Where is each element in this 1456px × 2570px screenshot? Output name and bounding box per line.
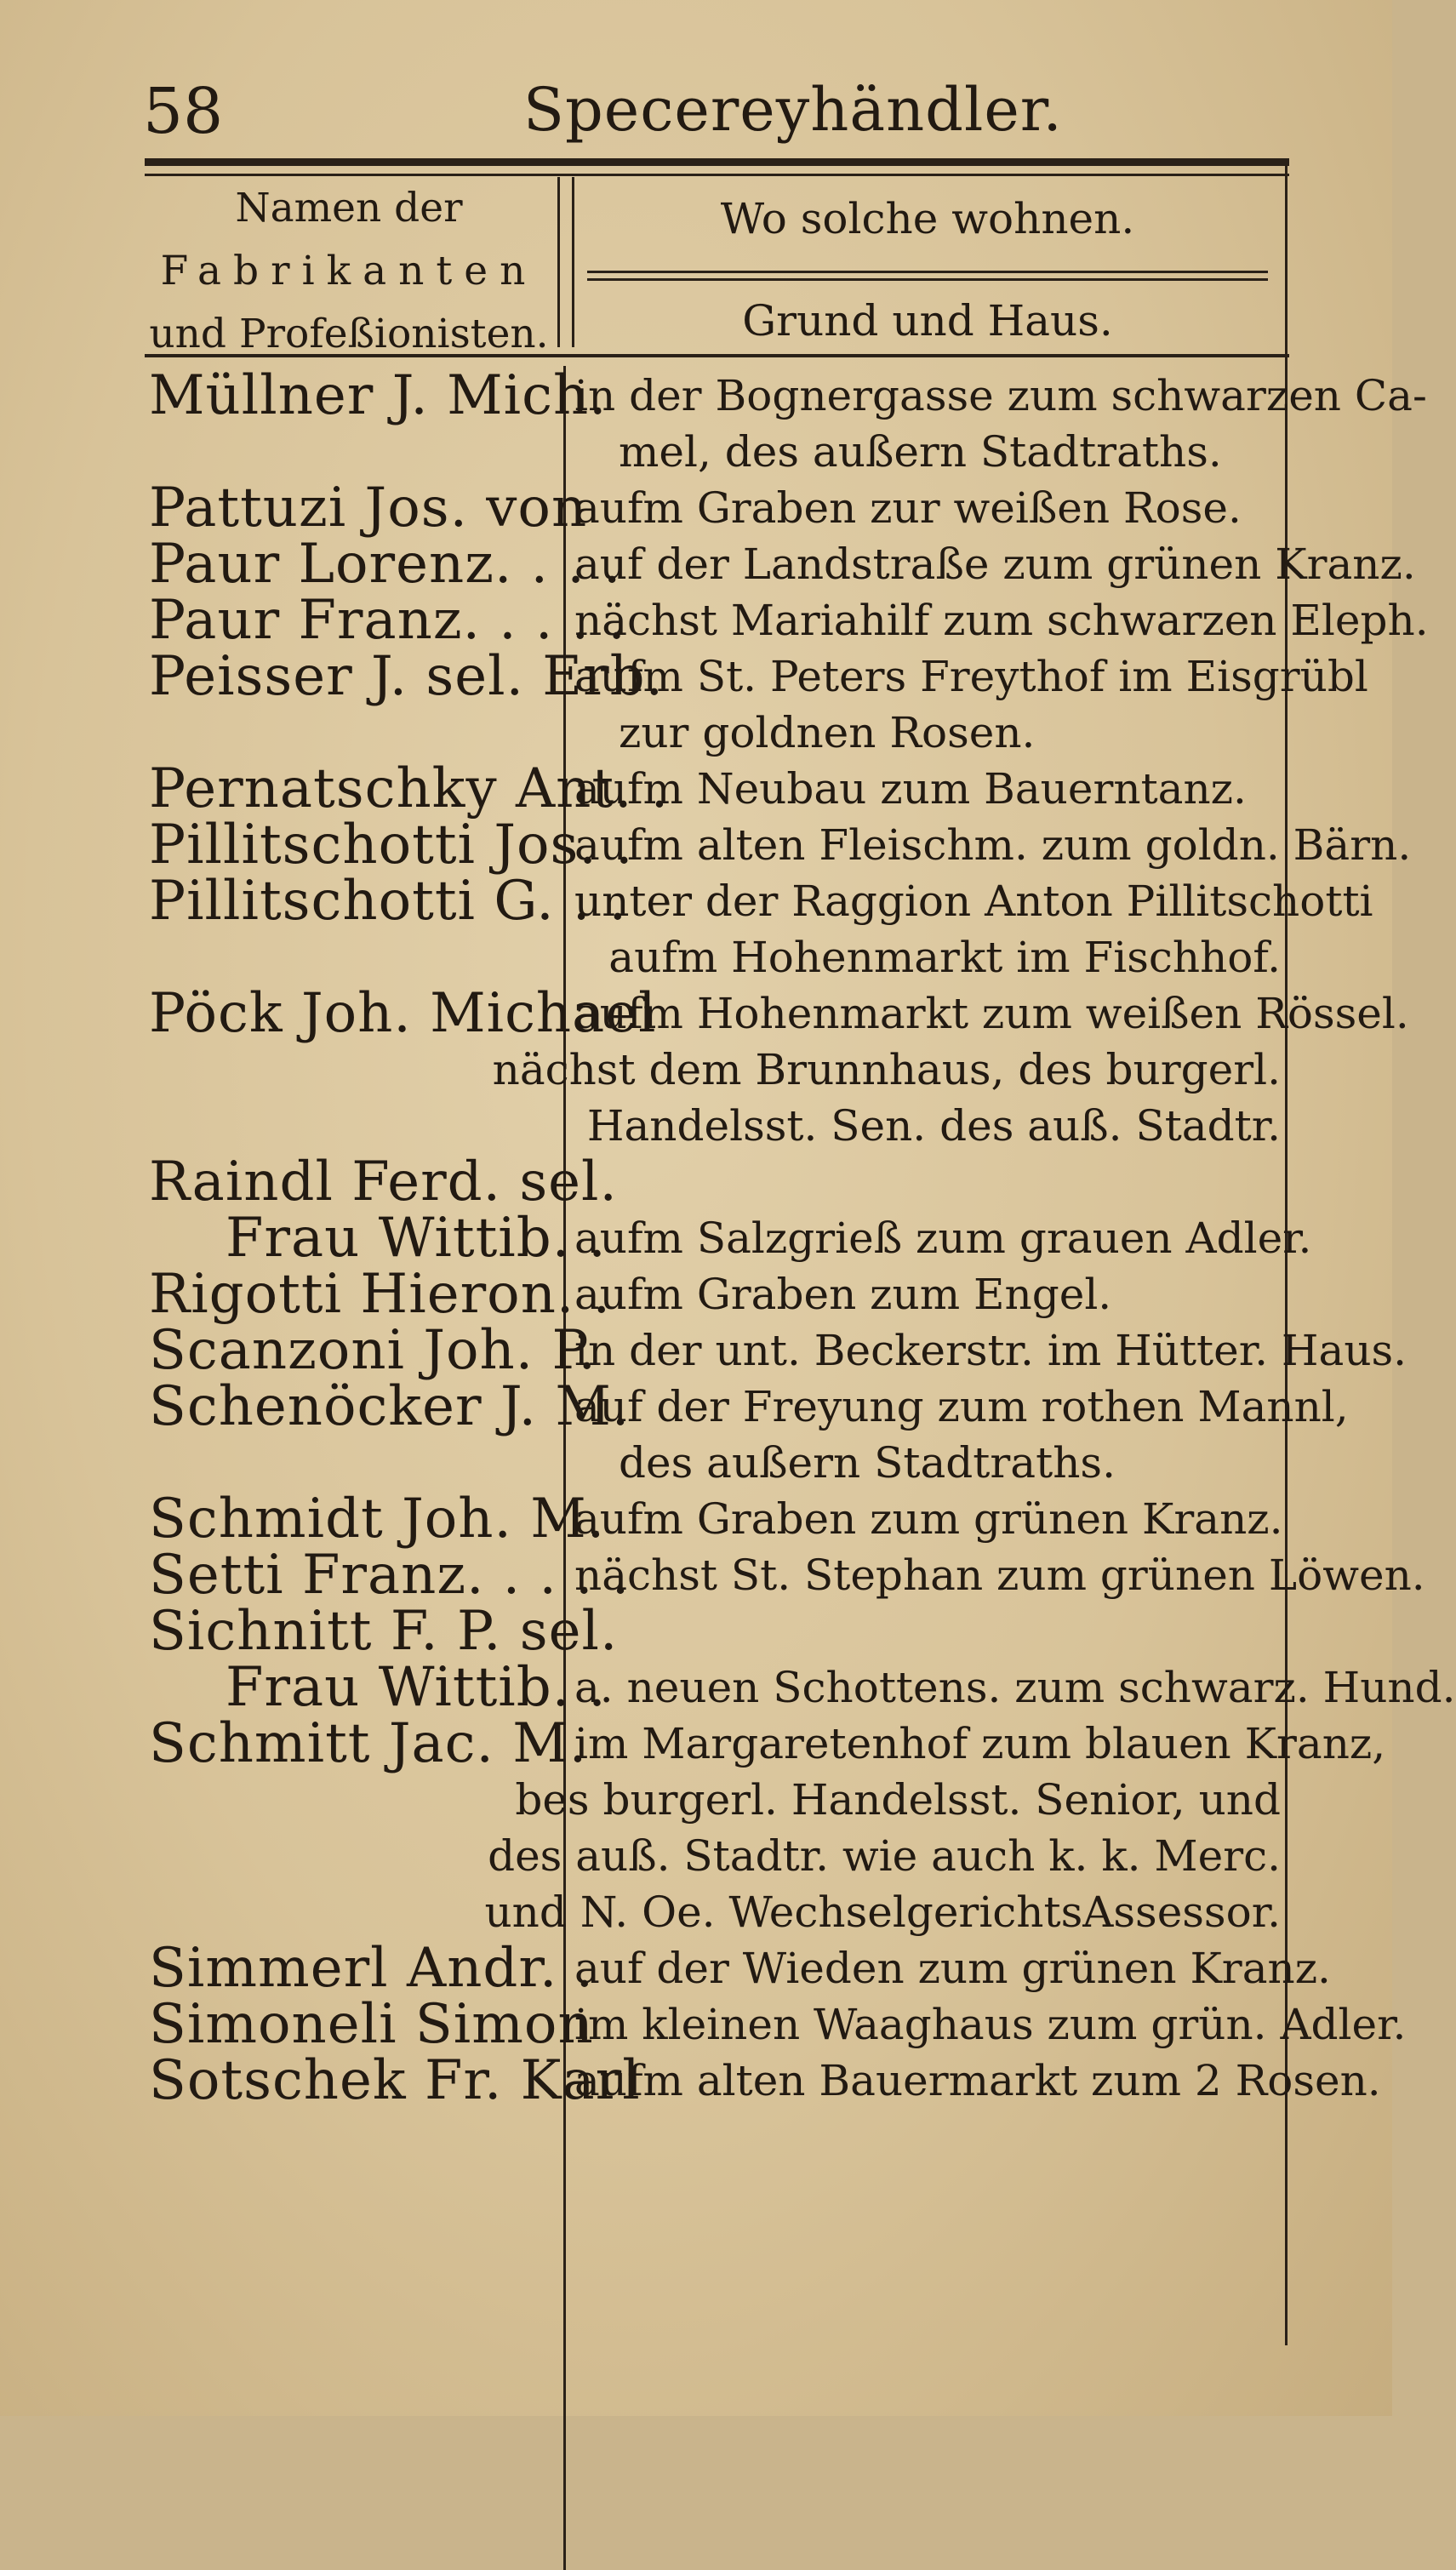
merchant-address: nächst Mariahilf zum schwarzen Eleph.: [574, 596, 1429, 645]
merchant-address: bes burgerl. Handelsst. Senior, und: [515, 1775, 1281, 1825]
column-header-names-line-2: Fabrikanten: [160, 248, 538, 294]
top-rule: [145, 158, 1289, 166]
table-row: [149, 1375, 1349, 1438]
merchant-address: und N. Oe. WechselgerichtsAssessor.: [484, 1888, 1281, 1937]
merchant-name: Peisser J. sel. Erb.: [149, 645, 664, 708]
header-bottom-rule: [145, 354, 1289, 357]
merchant-name: Schmidt Joh. M.: [149, 1488, 606, 1551]
merchant-name: Pöck Joh. Michael: [149, 982, 657, 1045]
merchant-name: Pillitschotti G. . .: [149, 870, 627, 933]
table-row: [149, 1937, 1331, 2000]
table-row: [149, 982, 1409, 1045]
merchant-name: [149, 1828, 428, 1884]
column-header-ground-house: Grund und Haus.: [742, 296, 1113, 346]
merchant-address: in der unt. Beckerstr. im Hütter. Haus.: [574, 1326, 1407, 1375]
merchant-address: in der Bognergasse zum schwarzen Ca-: [574, 371, 1427, 420]
table-row: [149, 1600, 1281, 1663]
merchant-name: Sotschek Fr. Karl: [149, 2049, 641, 2112]
column-header-residence: Wo solche wohnen.: [720, 194, 1135, 243]
table-row: [149, 533, 1416, 596]
table-row: [149, 1151, 1281, 1214]
merchant-address: aufm Hohenmarkt zum weißen Rössel.: [574, 989, 1409, 1038]
merchant-address: auf der Landstraße zum grünen Kranz.: [574, 540, 1416, 589]
merchant-name: [149, 929, 549, 985]
column-header-names: [149, 177, 549, 366]
table-row: [149, 2049, 1381, 2112]
table-row: [149, 1828, 1281, 1884]
merchant-address: [559, 1603, 1281, 1659]
table-row: [149, 705, 1281, 761]
merchant-name: Schenöcker J. M.: [149, 1375, 631, 1438]
table-row: [149, 870, 1373, 933]
merchant-address: a. neuen Schottens. zum schwarz. Hund.: [574, 1663, 1456, 1712]
column-header-names-line-3: und Profeßionisten.: [149, 311, 549, 357]
table-row: [149, 1098, 1281, 1154]
table-row: [149, 589, 1429, 652]
merchant-name: Paur Franz. . . . .: [149, 589, 626, 652]
table-row: [149, 424, 1281, 480]
table-row: [149, 1207, 1312, 1270]
merchant-address: aufm Salzgrieß zum grauen Adler.: [574, 1214, 1312, 1263]
merchant-address: des außern Stadtraths.: [619, 1438, 1116, 1488]
merchant-address: unter der Raggion Anton Pillitschotti: [574, 877, 1373, 926]
merchant-address: auf der Wieden zum grünen Kranz.: [574, 1944, 1331, 1993]
merchant-name: [149, 1098, 528, 1154]
top-rule-thin: [145, 174, 1289, 176]
merchant-address: aufm Graben zum Engel.: [574, 1270, 1112, 1319]
merchant-name: Pillitschotti Jos. .: [149, 814, 634, 877]
merchant-name: Pattuzi Jos. von: [149, 477, 588, 540]
merchant-address: auf der Freyung zum rothen Mannl,: [574, 1382, 1349, 1431]
merchant-name: Simoneli Simon: [149, 1993, 594, 2056]
merchant-name: [149, 705, 559, 761]
merchant-name: Scanzoni Joh. P.: [149, 1319, 597, 1382]
table-row: [149, 1712, 1386, 1775]
merchant-name: Paur Lorenz. . . .: [149, 533, 622, 596]
table-row: [149, 1884, 1281, 1940]
merchant-name: Müllner J. Mich.: [149, 364, 608, 427]
table-row: [149, 1544, 1425, 1607]
table-row: [149, 1319, 1407, 1382]
merchant-name: [149, 1884, 425, 1940]
table-row: [149, 929, 1281, 985]
table-row: [149, 757, 1281, 820]
table-row: [149, 1263, 1281, 1326]
table-row: [149, 1993, 1407, 2056]
merchant-address: nächst dem Brunnhaus, des burgerl.: [492, 1045, 1281, 1094]
merchant-address: aufm Hohenmarkt im Fischhof.: [608, 933, 1281, 982]
merchant-list: [149, 364, 1456, 2112]
table-row: [149, 1772, 1281, 1828]
merchant-name: Frau Wittib. .: [226, 1656, 607, 1719]
table-row: [149, 814, 1412, 877]
merchant-address: [559, 1154, 1281, 1210]
merchant-name: Raindl Ferd. sel.: [149, 1151, 618, 1214]
merchant-address: des auß. Stadtr. wie auch k. k. Merc.: [488, 1831, 1281, 1881]
merchant-address: aufm Graben zur weißen Rose.: [574, 483, 1242, 533]
merchant-address: Handelsst. Sen. des auß. Stadtr.: [586, 1101, 1281, 1151]
merchant-address: aufm Neubau zum Bauerntanz.: [574, 764, 1247, 814]
merchant-address: aufm alten Fleischm. zum goldn. Bärn.: [574, 820, 1412, 870]
merchant-name: Schmitt Jac. M.: [149, 1712, 588, 1775]
merchant-address: aufm alten Bauermarkt zum 2 Rosen.: [574, 2056, 1381, 2105]
table-row: [149, 1435, 1281, 1491]
table-row: [149, 1042, 1281, 1098]
page-number: 58: [143, 75, 224, 148]
header-double-rule: [587, 271, 1268, 281]
merchant-name: Sichnitt F. P. sel.: [149, 1600, 619, 1663]
merchant-address: zur goldnen Rosen.: [619, 708, 1036, 757]
merchant-address: mel, des außern Stadtraths.: [619, 427, 1222, 477]
column-header-names-line-1: Namen der: [235, 185, 463, 231]
merchant-address: nächst St. Stephan zum grünen Löwen.: [574, 1551, 1425, 1600]
merchant-name: Pernatschky Ant. .: [149, 757, 670, 820]
merchant-name: Rigotti Hieron. .: [149, 1263, 611, 1326]
merchant-name: Simmerl Andr. .: [149, 1937, 594, 2000]
table-row: [149, 364, 1427, 427]
running-title: Specereyhändler.: [523, 75, 1063, 145]
table-row: [149, 1656, 1456, 1719]
table-row: [149, 1488, 1283, 1551]
merchant-name: [149, 1772, 455, 1828]
header-double-vertical-rule: [557, 177, 574, 347]
merchant-name: Setti Franz. . . . .: [149, 1544, 631, 1607]
merchant-name: [149, 1435, 559, 1491]
merchant-address: aufm St. Peters Freythof im Eisgrübl: [574, 652, 1368, 701]
table-row: [149, 477, 1281, 540]
merchant-name: Frau Wittib. .: [226, 1207, 607, 1270]
merchant-address: im Margaretenhof zum blauen Kranz,: [574, 1719, 1386, 1768]
merchant-name: [149, 1042, 433, 1098]
merchant-name: [149, 424, 559, 480]
merchant-address: im kleinen Waaghaus zum grün. Adler.: [574, 2000, 1407, 2049]
merchant-address: aufm Graben zum grünen Kranz.: [574, 1494, 1283, 1544]
table-row: [149, 645, 1368, 708]
